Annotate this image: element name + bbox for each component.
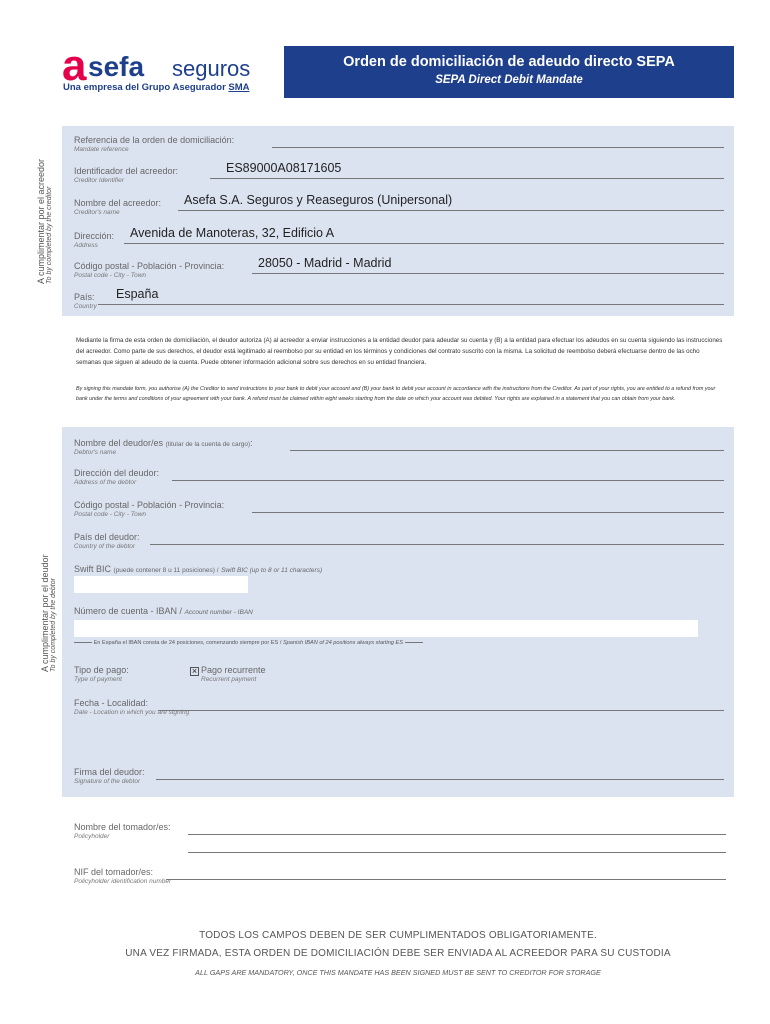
creditor-country-label: País: xyxy=(74,292,95,302)
field-line xyxy=(166,879,726,880)
iban-note xyxy=(74,640,423,646)
debtor-name-label xyxy=(74,438,253,448)
creditor-name-value: Asefa S.A. Seguros y Reaseguros (Unipersonal) xyxy=(184,193,453,207)
creditor-postal-label-en: Postal code - City - Town xyxy=(74,272,147,279)
creditor-address-label: Dirección: xyxy=(74,231,115,241)
debtor-postal-label-en: Postal code - City - Town xyxy=(74,511,147,518)
debtor-postal-field[interactable] xyxy=(74,500,724,526)
swift-bic-input[interactable] xyxy=(74,576,248,593)
creditor-side-label-es: A cumplimentar por el acreedor xyxy=(36,158,46,284)
debtor-country-label: País del deudor: xyxy=(74,532,140,542)
debtor-address-label: Dirección del deudor: xyxy=(74,468,160,478)
field-line xyxy=(124,243,724,244)
iban-label xyxy=(74,606,253,616)
debtor-signature-label-en: Signature of the debtor xyxy=(74,778,141,785)
field-line xyxy=(98,304,724,305)
debtor-side-label xyxy=(40,554,57,672)
creditor-country-field[interactable] xyxy=(74,287,724,318)
policyholder-nif-label-en: Policyholder identification number xyxy=(74,878,172,885)
creditor-postal-value: 28050 - Madrid - Madrid xyxy=(258,256,392,270)
iban-label-main: Número de cuenta - IBAN / xyxy=(74,606,183,616)
creditor-address-label-en: Address xyxy=(74,242,98,249)
debtor-signature-label: Firma del deudor: xyxy=(74,767,145,777)
swift-bic-label-note: (puede contener 8 u 11 posiciones) / xyxy=(113,567,219,574)
payment-type-field xyxy=(74,665,194,691)
iban-note-bracket-left xyxy=(74,642,92,643)
field-line xyxy=(156,779,724,780)
creditor-identifier-value: ES89000A08171605 xyxy=(226,161,342,175)
payment-type-label-en: Type of payment xyxy=(74,676,122,683)
creditor-name-field[interactable] xyxy=(74,193,724,224)
creditor-identifier-field[interactable] xyxy=(74,161,724,192)
iban-input[interactable] xyxy=(74,620,698,637)
creditor-address-value: Avenida de Manoteras, 32, Edificio A xyxy=(130,226,335,240)
logo-subtitle-text: Una empresa del Grupo Asegurador xyxy=(63,82,226,93)
document-title: Orden de domiciliación de adeudo directo SEPA xyxy=(343,54,675,70)
policyholder-name-field[interactable] xyxy=(74,822,726,848)
footer-custody-notice: UNA VEZ FIRMADA, ESTA ORDEN DE DOMICILIACIÓN DEBE SER ENVIADA AL ACREEDOR PARA SU CUSTODIA xyxy=(125,948,671,959)
creditor-postal-field[interactable] xyxy=(74,256,724,287)
iban-note-bracket-right xyxy=(405,642,423,643)
policyholder-name-extra-line xyxy=(188,852,726,853)
recurrent-payment-checkbox[interactable]: × xyxy=(191,666,198,676)
field-line xyxy=(252,512,724,513)
logo-seguros: seguros xyxy=(172,56,251,81)
footer-english-notice: ALL GAPS ARE MANDATORY, ONCE THIS MANDATE HAS BEEN SIGNED MUST BE SENT TO CREDITOR FOR STORAGE xyxy=(195,968,601,977)
debtor-name-field[interactable] xyxy=(74,438,724,464)
recurrent-payment-label: Pago recurrente xyxy=(201,665,266,675)
mandate-text-en: By signing this mandate form, you authorise (A) the Creditor to send instructions to your bank to debit your account and (B) your bank to debit your account in accordance with the instructions from the Creditor. As part of your rights, you are entitled to a refund from your bank under the terms and conditions of your agreement with your bank. A refund must be claimed within eight weeks starting from the date on which your account was debited. Your rights are explained in a statement that you can obtain from your bank. xyxy=(76,386,716,402)
debtor-address-field[interactable] xyxy=(74,468,724,494)
debtor-side-label-en: To by completed by the debtor xyxy=(50,578,57,672)
logo-subtitle xyxy=(63,82,250,93)
iban-note-es: En España el IBAN consta de 24 posiciones, comenzando siempre por ES / xyxy=(93,640,282,646)
field-line xyxy=(272,147,724,148)
policyholder-name-label: Nombre del tomador/es: xyxy=(74,822,171,832)
creditor-section xyxy=(62,126,734,316)
policyholder-name-label-en: Policyholder xyxy=(74,833,110,840)
field-line xyxy=(150,544,724,545)
mandate-reference-label: Referencia de la orden de domiciliación: xyxy=(74,135,235,145)
iban-note-en: Spanish IBAN of 24 positions always starting ES xyxy=(282,640,403,646)
debtor-country-label-en: Country of the debtor xyxy=(74,543,136,550)
creditor-postal-label: Código postal - Población - Provincia: xyxy=(74,261,225,271)
footer-mandatory-notice: TODOS LOS CAMPOS DEBEN DE SER CUMPLIMENTADOS OBLIGATORIAMENTE. xyxy=(199,930,597,941)
field-line xyxy=(178,210,724,211)
creditor-side-label-en: To by completed by the creditor xyxy=(46,186,53,284)
creditor-name-label-en: Creditor's name xyxy=(74,209,120,216)
debtor-side-label-es: A cumplimentar por el deudor xyxy=(40,554,50,672)
mandate-reference-field[interactable] xyxy=(74,135,724,161)
header-band xyxy=(284,46,734,98)
debtor-name-label-note: (titular de la cuenta de cargo) xyxy=(165,441,251,448)
debtor-section xyxy=(62,427,734,797)
logo-a: a xyxy=(62,46,87,90)
debtor-postal-label: Código postal - Población - Provincia: xyxy=(74,500,225,510)
mandate-text-es: Mediante la firma de esta orden de domiciliación, el deudor autoriza (A) al acreedor a enviar instrucciones a la entidad deudor para adeudar su cuenta y (B) a la entidad para efectuar los adeudos en su cuenta siguiendo las instrucciones del acreedor. Como parte de sus derechos, el deudor está legitimado al reembolso por su entidad en los términos y condiciones del contrato suscrito con la misma. La solicitud de reembolso deberá efectuarse dentro de las ocho semanas que siguen al adeudo de la cuenta. Puede obtener información adicional sobre sus derechos en su entidad financiera. xyxy=(76,337,723,366)
policyholder-nif-label: NIF del tomador/es: xyxy=(74,867,154,877)
creditor-country-label-en: Country xyxy=(74,303,97,310)
field-line xyxy=(158,710,724,711)
creditor-identifier-label: Identificador del acreedor: xyxy=(74,166,179,176)
field-line xyxy=(188,834,726,835)
creditor-identifier-label-en: Creditor Identifier xyxy=(74,177,124,184)
creditor-name-label: Nombre del acreedor: xyxy=(74,198,162,208)
creditor-country-value: España xyxy=(116,287,159,301)
logo-sefa: sefa xyxy=(88,51,145,82)
logo-subtitle-brand: SMA xyxy=(228,82,250,93)
date-location-label: Fecha - Localidad: xyxy=(74,698,149,708)
swift-bic-label-main: Swift BIC xyxy=(74,564,112,574)
recurrent-payment-label-en: Recurrent payment xyxy=(201,676,257,683)
swift-bic-label xyxy=(74,564,322,574)
debtor-name-label-main: Nombre del deudor/es xyxy=(74,438,164,448)
document-subtitle: SEPA Direct Debit Mandate xyxy=(435,74,583,86)
iban-label-en: Account number - IBAN xyxy=(184,609,253,616)
field-line xyxy=(172,480,724,481)
creditor-side-label xyxy=(36,159,53,284)
policyholder-nif-field[interactable] xyxy=(74,867,726,893)
date-location-label-en: Date - Location in which you are signing xyxy=(74,709,190,716)
date-location-field[interactable] xyxy=(74,698,724,724)
debtor-address-label-en: Address of the debtor xyxy=(74,479,137,486)
debtor-name-label-colon: : xyxy=(250,438,253,448)
debtor-name-label-en: Debtor's name xyxy=(74,449,117,456)
debtor-signature-field[interactable] xyxy=(74,767,724,793)
payment-type-label: Tipo de pago: xyxy=(74,665,129,675)
creditor-address-field[interactable] xyxy=(74,226,724,257)
swift-bic-label-en: Swift BIC (up to 8 or 11 characters) xyxy=(221,567,323,574)
field-line xyxy=(252,273,724,274)
mandate-reference-label-en: Mandate reference xyxy=(74,146,129,153)
field-line xyxy=(290,450,724,451)
debtor-country-field[interactable] xyxy=(74,532,724,558)
field-line xyxy=(210,178,724,179)
